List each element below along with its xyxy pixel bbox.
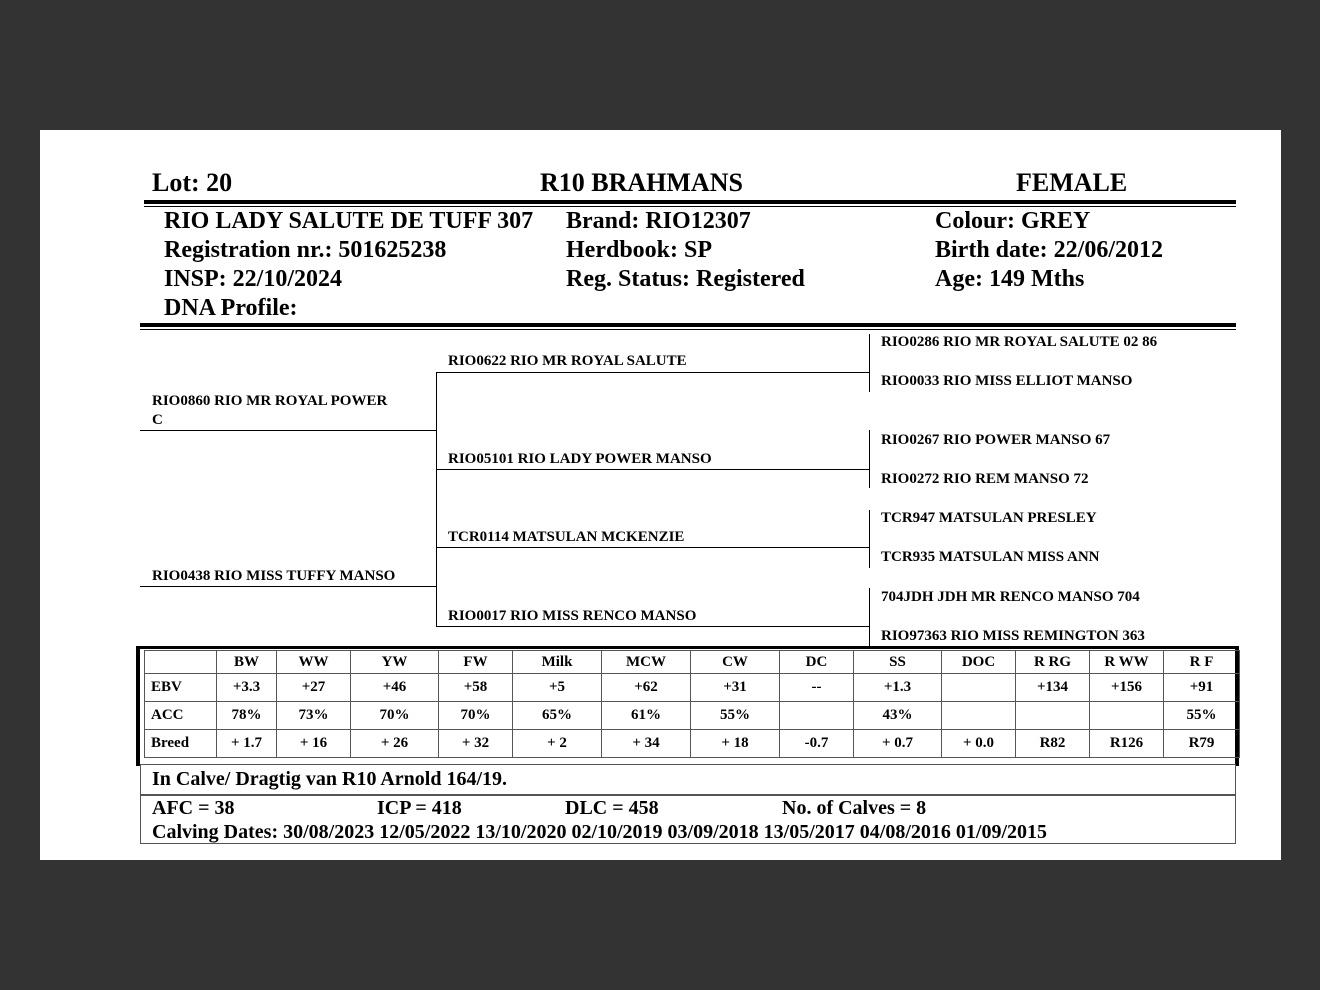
table-cell: 65% xyxy=(513,702,602,730)
sire-dam-line xyxy=(436,469,869,470)
gen3-bracket-4 xyxy=(869,588,870,646)
pedigree-ggp-4: RIO0272 RIO REM MANSO 72 xyxy=(881,471,1089,487)
info-rule xyxy=(140,323,1236,327)
gen2-bracket-bottom xyxy=(436,547,437,627)
table-cell: +27 xyxy=(277,674,351,702)
table-cell: +1.3 xyxy=(854,674,942,702)
registration-number: Registration nr.: 501625238 xyxy=(164,237,447,263)
table-cell: 55% xyxy=(1164,702,1240,730)
table-cell: + 16 xyxy=(277,730,351,758)
brand: Brand: RIO12307 xyxy=(566,208,751,234)
animal-name: RIO LADY SALUTE DE TUFF 307 xyxy=(164,208,534,234)
gen3-bracket-3 xyxy=(869,510,870,568)
ebv-frame-left xyxy=(136,646,140,766)
pedigree-dam-dam: RIO0017 RIO MISS RENCO MANSO xyxy=(448,608,697,624)
ebv-header-cell: Milk xyxy=(513,651,602,674)
breed-row xyxy=(145,730,1240,758)
pedigree-ggp-5: TCR947 MATSULAN PRESLEY xyxy=(881,510,1097,526)
dam-dam-line xyxy=(436,626,869,627)
table-cell: + 18 xyxy=(691,730,780,758)
ebv-header-cell: WW xyxy=(277,651,351,674)
ebv-header-cell: R F xyxy=(1164,651,1240,674)
table-cell: +134 xyxy=(1016,674,1090,702)
table-cell: +5 xyxy=(513,674,602,702)
lot-number: Lot: 20 xyxy=(152,168,233,197)
calves-count: No. of Calves = 8 xyxy=(782,797,927,819)
age: Age: 149 Mths xyxy=(935,266,1085,292)
ebv-table xyxy=(144,650,1240,758)
table-cell: -- xyxy=(780,674,854,702)
table-cell: 70% xyxy=(351,702,439,730)
dlc-value: DLC = 458 xyxy=(565,797,659,819)
table-cell xyxy=(780,702,854,730)
gen3-bracket-1 xyxy=(869,334,870,392)
table-cell: + 0.0 xyxy=(942,730,1016,758)
table-cell: +156 xyxy=(1090,674,1164,702)
in-calf-text: In Calve/ Dragtig van R10 Arnold 164/19. xyxy=(152,768,508,790)
colour: Colour: GREY xyxy=(935,208,1091,234)
row-label: ACC xyxy=(145,702,217,730)
table-cell: 61% xyxy=(602,702,691,730)
table-cell: R126 xyxy=(1090,730,1164,758)
dna-profile: DNA Profile: xyxy=(164,295,298,321)
dam-sire-line xyxy=(436,547,869,548)
ebv-header-cell: MCW xyxy=(602,651,691,674)
sire-sire-line xyxy=(436,372,869,373)
info-rule-thin xyxy=(140,329,1236,330)
pedigree-sire: RIO0860 RIO MR ROYAL POWER xyxy=(152,393,388,409)
pedigree-sire-dam: RIO05101 RIO LADY POWER MANSO xyxy=(448,451,712,467)
pedigree-ggp-6: TCR935 MATSULAN MISS ANN xyxy=(881,549,1100,565)
ebv-header-cell: DOC xyxy=(942,651,1016,674)
in-calf-box xyxy=(140,764,1236,796)
table-cell: 78% xyxy=(217,702,277,730)
pedigree-ggp-7: 704JDH JDH MR RENCO MANSO 704 xyxy=(881,589,1140,605)
calving-box xyxy=(140,794,1236,844)
sire-line xyxy=(140,430,436,431)
table-cell: -0.7 xyxy=(780,730,854,758)
table-cell xyxy=(1016,702,1090,730)
ebv-header-cell: FW xyxy=(439,651,513,674)
breeder-title: R10 BRAHMANS xyxy=(540,168,743,197)
ebv-header-cell xyxy=(145,651,217,674)
pedigree-dam-sire: TCR0114 MATSULAN MCKENZIE xyxy=(448,529,685,545)
sale-catalogue-page xyxy=(40,130,1281,860)
pedigree-ggp-1: RIO0286 RIO MR ROYAL SALUTE 02 86 xyxy=(881,334,1158,350)
ebv-header-cell: R WW xyxy=(1090,651,1164,674)
ebv-header-row xyxy=(145,651,1240,674)
row-label: Breed xyxy=(145,730,217,758)
row-label: EBV xyxy=(145,674,217,702)
table-cell: 73% xyxy=(277,702,351,730)
table-cell: 43% xyxy=(854,702,942,730)
calving-dates: Calving Dates: 30/08/2023 12/05/2022 13/10/2020 02/10/2019 03/09/2018 13/05/2017 04/08/2016 01/09/2015 xyxy=(152,821,1048,843)
dam-line xyxy=(140,586,436,587)
pedigree-sire-cont: C xyxy=(152,412,163,428)
ebv-header-cell: R RG xyxy=(1016,651,1090,674)
table-cell xyxy=(1090,702,1164,730)
table-cell: + 0.7 xyxy=(854,730,942,758)
registration-status: Reg. Status: Registered xyxy=(566,266,805,292)
icp-value: ICP = 418 xyxy=(377,797,462,819)
ebv-header-cell: BW xyxy=(217,651,277,674)
header-rule-thin xyxy=(144,206,1236,207)
ebv-row xyxy=(145,674,1240,702)
acc-row xyxy=(145,702,1240,730)
ebv-header-cell: SS xyxy=(854,651,942,674)
table-cell: + 1.7 xyxy=(217,730,277,758)
table-cell: R79 xyxy=(1164,730,1240,758)
table-cell: + 32 xyxy=(439,730,513,758)
table-cell: + 34 xyxy=(602,730,691,758)
ebv-header-cell: DC xyxy=(780,651,854,674)
table-cell: R82 xyxy=(1016,730,1090,758)
table-cell: +46 xyxy=(351,674,439,702)
table-cell: 70% xyxy=(439,702,513,730)
table-cell: + 2 xyxy=(513,730,602,758)
ebv-header-cell: CW xyxy=(691,651,780,674)
gen3-bracket-2 xyxy=(869,430,870,488)
table-cell: +62 xyxy=(602,674,691,702)
table-cell: +58 xyxy=(439,674,513,702)
table-cell: +3.3 xyxy=(217,674,277,702)
header-rule xyxy=(144,200,1236,204)
table-cell xyxy=(942,674,1016,702)
birth-date: Birth date: 22/06/2012 xyxy=(935,237,1163,263)
table-cell xyxy=(942,702,1016,730)
table-cell: 55% xyxy=(691,702,780,730)
herdbook: Herdbook: SP xyxy=(566,237,713,263)
inspection-date: INSP: 22/10/2024 xyxy=(164,266,343,292)
sex-label: FEMALE xyxy=(1016,168,1128,197)
ebv-header-cell: YW xyxy=(351,651,439,674)
afc-value: AFC = 38 xyxy=(152,797,235,819)
pedigree-dam: RIO0438 RIO MISS TUFFY MANSO xyxy=(152,568,396,584)
pedigree-sire-sire: RIO0622 RIO MR ROYAL SALUTE xyxy=(448,353,687,369)
table-cell: +91 xyxy=(1164,674,1240,702)
table-cell: + 26 xyxy=(351,730,439,758)
table-cell: +31 xyxy=(691,674,780,702)
pedigree-ggp-8: RIO97363 RIO MISS REMINGTON 363 xyxy=(881,628,1145,644)
pedigree-ggp-2: RIO0033 RIO MISS ELLIOT MANSO xyxy=(881,373,1133,389)
ebv-frame-top xyxy=(136,646,1239,649)
pedigree-ggp-3: RIO0267 RIO POWER MANSO 67 xyxy=(881,432,1111,448)
